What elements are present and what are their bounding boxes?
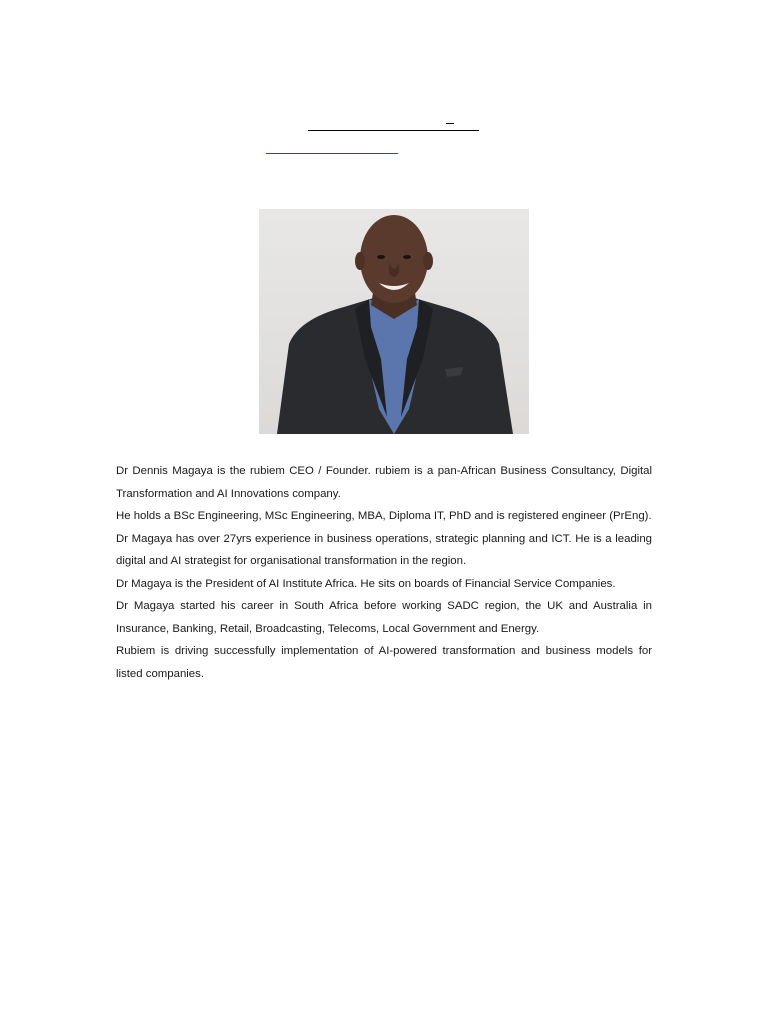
bio-paragraph-6: Rubiem is driving successfully implementation of AI-powered transformation and business models for listed companies. [116, 645, 652, 680]
left-ear [355, 252, 365, 270]
title-underline [308, 130, 479, 131]
bio-paragraph-3: Dr Magaya has over 27yrs experience in business operations, strategic planning and ICT. He is a leading digital and AI strategist for organisational transformation in the region. [116, 532, 652, 567]
bio-paragraph-5: Dr Magaya started his career in South Africa before working SADC region, the UK and Australia in Insurance, Banking, Retail, Broadcasting, Telecoms, Local Government and Energy. [116, 600, 652, 635]
hyperlink-underline[interactable] [266, 153, 398, 154]
bio-paragraph-2: He holds a BSc Engineering, MSc Engineering, MBA, Diploma IT, PhD and is registered engineer (PrEng). [116, 510, 652, 522]
right-eye [403, 255, 411, 259]
portrait-illustration [259, 209, 529, 434]
bio-text [116, 460, 652, 685]
profile-photo [259, 209, 529, 434]
right-ear [423, 252, 433, 270]
bio-paragraph-1: Dr Dennis Magaya is the rubiem CEO / Founder. rubiem is a pan-African Business Consultancy, Digital Transformation and AI Innovations company. [116, 465, 652, 500]
bio-paragraph-4: Dr Magaya is the President of AI Institute Africa. He sits on boards of Financial Service Companies. [116, 577, 616, 590]
title-dash [446, 123, 454, 124]
left-eye [377, 255, 385, 259]
